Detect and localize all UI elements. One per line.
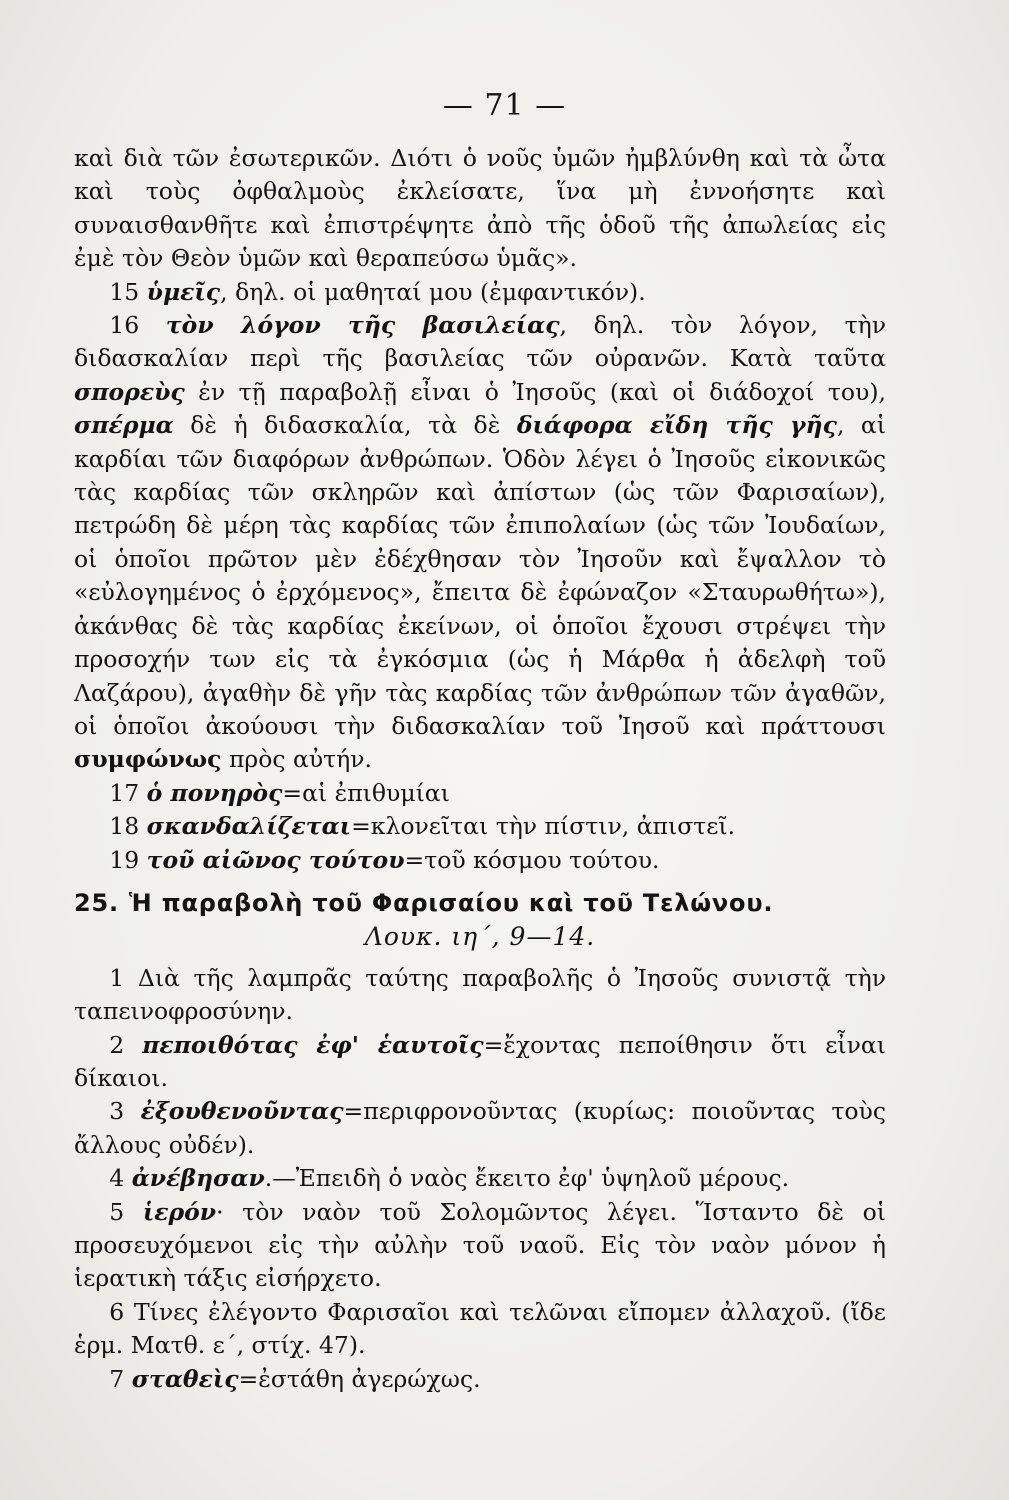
note-text: =ἐστάθη ἀγερώχως. xyxy=(238,1364,481,1393)
note-text: =τοῦ κόσμου τούτου. xyxy=(404,845,660,874)
note-term: τὸν λόγον τῆς βασιλείας xyxy=(165,311,560,340)
note-number: 2 xyxy=(109,1030,125,1059)
note-text-2: ἐν τῇ παραβολῇ εἶναι ὁ Ἰησοῦς (καὶ οἱ διάδοχοί του), xyxy=(198,377,886,406)
note-text: =ἔχοντας πεποίθησιν ὅτι εἶναι δίκαιοι. xyxy=(74,1030,886,1092)
note-text: Τίνες ἐλέγοντο Φαρισαῖοι καὶ τελῶναι εἴπομεν ἀλλαχοῦ. (ἴδε ἑρμ. Ματθ. ε΄, στίχ. 47). xyxy=(74,1297,886,1360)
note-7 xyxy=(74,1363,886,1396)
note-text: =αἱ ἐπιθυμίαι xyxy=(282,778,450,807)
note-text: Διὰ τῆς λαμπρᾶς ταύτης παραβολῆς ὁ Ἰησοῦς συνιστᾷ τὴν ταπεινοφροσύνην. xyxy=(74,963,886,1026)
note-19 xyxy=(74,844,886,877)
note-2 xyxy=(74,1029,886,1096)
note-text: · τὸν ναὸν τοῦ Σολομῶντος λέγει. Ἵσταντο δὲ οἱ προσευχόμενοι εἰς τὴν αὐλὴν τοῦ ναοῦ. Εἰς τὸν ναὸν μόνον ἡ ἱερατικὴ τάξις εἰσήρχετο. xyxy=(74,1197,886,1293)
page-number: — 71 — xyxy=(442,88,567,123)
note-5 xyxy=(74,1196,886,1296)
note-text: , δηλ. οἱ μαθηταί μου (ἐμφαντικόν). xyxy=(220,277,646,306)
note-term-2: σπορεὺς xyxy=(74,377,185,406)
note-term: ἐξουθενοῦντας xyxy=(140,1097,344,1126)
note-number: 17 xyxy=(109,778,140,807)
note-term-4: διάφορα εἴδη τῆς γῆς xyxy=(516,411,837,440)
note-number: 1 xyxy=(109,963,125,992)
note-term: ὑμεῖς xyxy=(146,277,221,306)
note-term: πεποιθότας ἐφ' ἑαυτοῖς xyxy=(142,1030,484,1059)
note-number: 3 xyxy=(109,1097,125,1126)
note-1 xyxy=(74,962,886,1029)
note-15 xyxy=(74,276,886,309)
note-text-3: δὲ ἡ διδασκαλία, τὰ δὲ xyxy=(190,411,501,440)
note-term: ὁ πονηρὸς xyxy=(146,778,283,807)
note-text-5: πρὸς αὐτήν. xyxy=(228,745,372,774)
note-18 xyxy=(74,810,886,843)
note-3 xyxy=(74,1095,886,1162)
note-number: 15 xyxy=(109,277,140,306)
intro-paragraph: καὶ διὰ τῶν ἐσωτερικῶν. Διότι ὁ νοῦς ὑμῶν ἠμβλύνθη καὶ τὰ ὦτα καὶ τοὺς ὀφθαλμοὺς ἐκλείσατε, ἵνα μὴ ἐννοήσητε καὶ συναισθανθῆτε καὶ ἐπιστρέψητε ἀπὸ τῆς ὁδοῦ τῆς ἀπωλείας εἰς ἐμὲ τὸν Θεὸν ὑμῶν καὶ θεραπεύσω ὑμᾶς». xyxy=(74,144,886,273)
note-number: 6 xyxy=(109,1297,125,1326)
section-number: 25. xyxy=(74,888,119,917)
section-heading xyxy=(74,887,886,920)
note-text-4: , αἱ καρδίαι τῶν διαφόρων ἀνθρώπων. Ὁδὸν λέγει ὁ Ἰησοῦς εἰκονικῶς τὰς καρδίας τῶν σκληρῶν καὶ ἀπίστων (ὡς τῶν Φαρισαίων), πετρώδη δὲ μέρη τὰς καρδίας τῶν ἐπιπολαίων (ὡς τῶν Ἰουδαίων, οἱ ὁποῖοι πρῶτον μὲν ἐδέχθησαν τὸν Ἰησοῦν καὶ ἔψαλλον τὸ «εὐλογημένος ὁ ἐρχόμενος», ἔπειτα δὲ ἐφώναζον «Σταυρωθήτω»), ἀκάνθας δὲ τὰς καρδίας ἐκείνων, οἱ ὁποῖοι ἔχουσι στρέψει τὴν προσοχήν των εἰς τὰ ἐγκόσμια (ὡς ἡ Μάρθα ἡ ἀδελφὴ τοῦ Λαζάρου), ἀγαθὴν δὲ γῆν τὰς καρδίας τῶν ἀνθρώπων τῶν ἀγαθῶν, οἱ ὁποῖοι ἀκούουσι τὴν διδασκαλίαν τοῦ Ἰησοῦ καὶ πράττουσι xyxy=(74,411,886,740)
note-6 xyxy=(74,1296,886,1363)
note-text: , δηλ. τὸν λόγον, τὴν διδασκαλίαν περὶ τῆς βασιλείας τῶν οὐρανῶν. Κατὰ ταῦτα xyxy=(74,311,886,373)
note-number: 16 xyxy=(109,311,140,340)
note-text: .—Ἐπειδὴ ὁ ναὸς ἔκειτο ἐφ' ὑψηλοῦ μέρους. xyxy=(264,1164,790,1193)
note-term: ἱερόν xyxy=(142,1197,217,1226)
note-text: =περιφρονοῦντας (κυρίως: ποιοῦντας τοὺς ἄλλους οὐδέν). xyxy=(74,1097,886,1159)
page-body xyxy=(74,142,886,1396)
section-title: Ἡ παραβολὴ τοῦ Φαρισαίου καὶ τοῦ Τελώνου. xyxy=(128,888,774,917)
note-term: σκανδαλίζεται xyxy=(146,812,352,841)
note-number: 5 xyxy=(109,1197,125,1226)
note-number: 19 xyxy=(109,845,140,874)
note-term: ἀνέβησαν xyxy=(131,1164,265,1193)
section-reference: Λουκ. ιη΄, 9—14. xyxy=(364,922,596,952)
note-text: =κλονεῖται τὴν πίστιν, ἀπιστεῖ. xyxy=(351,812,736,841)
note-number: 18 xyxy=(109,812,140,841)
note-number: 7 xyxy=(109,1364,125,1393)
note-number: 4 xyxy=(109,1164,125,1193)
note-term-5: συμφώνως xyxy=(74,745,222,774)
note-4 xyxy=(74,1162,886,1195)
note-term: σταθεὶς xyxy=(131,1364,239,1393)
note-term: τοῦ αἰῶνος τούτου xyxy=(146,845,405,874)
note-16 xyxy=(74,309,886,777)
note-17 xyxy=(74,777,886,810)
note-term-3: σπέρμα xyxy=(74,411,174,440)
